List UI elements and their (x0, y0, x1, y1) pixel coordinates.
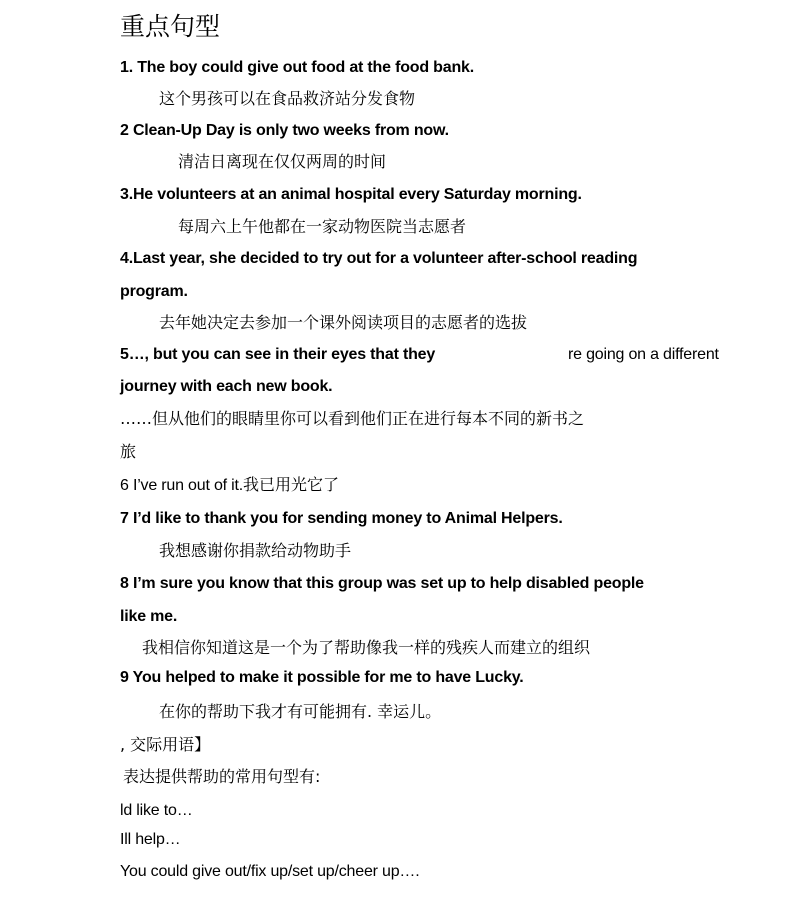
sentence-3-chinese: 每周六上午他都在一家动物医院当志愿者 (178, 217, 467, 236)
sentence-6-chinese: 我已用光它了 (242, 475, 339, 494)
sentence-5-english-part-a: 5…, but you can see in their eyes that they (120, 346, 436, 363)
phrase-1: ld like to… (120, 802, 193, 819)
communication-heading: , 交际用语】 (120, 735, 211, 754)
sentence-7-chinese: 我想感谢你捐款给动物助手 (159, 541, 352, 560)
sentence-3-english: 3.He volunteers at an animal hospital every Saturday morning. (120, 186, 582, 203)
sentence-8-english-line-1: 8 I’m sure you know that this group was set up to help disabled people (120, 575, 644, 592)
sentence-8-english-line-2: like me. (120, 608, 178, 625)
sentence-4-english-line-2: program. (120, 283, 188, 300)
phrase-2: Ill help… (120, 831, 181, 848)
communication-intro: 表达提供帮助的常用句型有: (123, 767, 321, 786)
sentence-5-english-part-b: re going on a different (568, 346, 719, 363)
sentence-1-english: 1. The boy could give out food at the food bank. (120, 59, 474, 76)
sentence-5-english-line-2: journey with each new book. (120, 378, 333, 395)
sentence-2-english: 2 Clean-Up Day is only two weeks from now. (120, 122, 449, 139)
sentence-5-chinese-line-1: ……但从他们的眼睛里你可以看到他们正在进行每本不同的新书之 (120, 409, 585, 428)
sentence-7-english: 7 I’d like to thank you for sending money to Animal Helpers. (120, 510, 563, 527)
sentence-9-chinese: 在你的帮助下我才有可能拥有. 幸运儿。 (159, 702, 442, 721)
sentence-8-chinese: 我相信你知道这是一个为了帮助像我一样的残疾人而建立的组织 (142, 638, 591, 657)
page-title: 重点句型 (120, 12, 221, 41)
sentence-6-line (120, 477, 339, 494)
sentence-5-chinese-line-2: 旅 (120, 442, 137, 461)
phrase-3: You could give out/fix up/set up/cheer up…. (120, 863, 420, 880)
sentence-2-chinese: 清洁日离现在仅仅两周的时间 (178, 152, 387, 171)
sentence-4-english-line-1: 4.Last year, she decided to try out for a volunteer after-school reading (120, 250, 638, 267)
sentence-6-english: 6 I’ve run out of it. (120, 477, 243, 494)
sentence-4-chinese: 去年她决定去参加一个课外阅读项目的志愿者的选拔 (159, 313, 528, 332)
sentence-9-english: 9 You helped to make it possible for me to have Lucky. (120, 669, 524, 686)
sentence-1-chinese: 这个男孩可以在食品救济站分发食物 (159, 89, 416, 108)
